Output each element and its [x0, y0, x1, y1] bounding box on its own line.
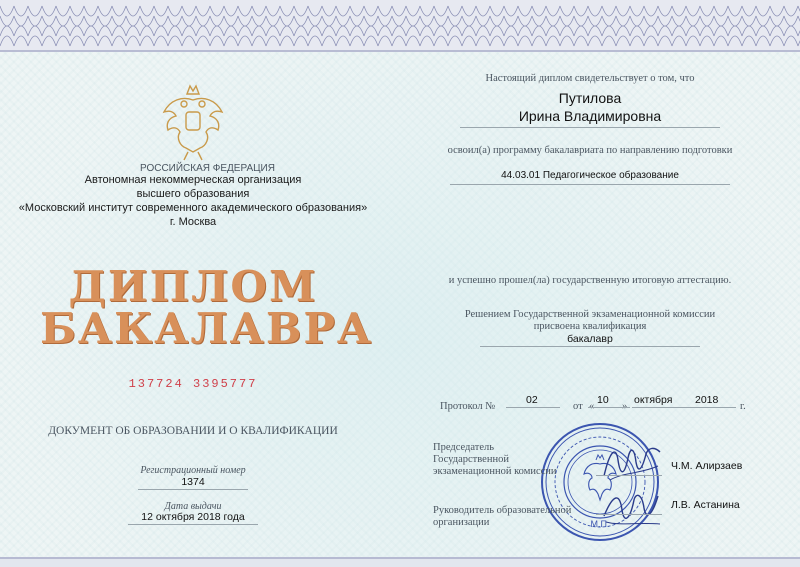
guilloche-border-bottom [0, 557, 800, 567]
coat-of-arms-emblem [160, 82, 226, 162]
program-code-name: 44.03.01 Педагогическое образование [501, 170, 679, 181]
chair-name: Ч.М. Алирзаев [671, 460, 743, 472]
stamp-mp-label: М.П. [590, 519, 610, 529]
org-city: г. Москва [169, 216, 217, 228]
diploma-title-word: ДИПЛОМ [68, 262, 318, 311]
head-title-1: Руководитель образовательной [433, 505, 572, 516]
org-line-2: высшего образования [136, 188, 250, 200]
registration-number-label: Регистрационный номер [140, 465, 246, 476]
protocol-number: 02 [526, 394, 538, 406]
month-year-line [632, 407, 736, 408]
name-line [460, 127, 720, 128]
protocol-day: 10 [597, 394, 609, 406]
qualification-value: бакалавр [567, 333, 613, 345]
program-line [450, 184, 730, 185]
protocol-number-line [506, 407, 560, 408]
head-signature [600, 486, 664, 530]
chair-title-2: Государственной [433, 454, 509, 465]
protocol-label: Протокол № [440, 401, 496, 412]
head-name: Л.В. Астанина [671, 499, 740, 511]
passed-attestation-text: и успешно прошел(ла) государственную итоговую аттестацию. [448, 275, 732, 286]
head-title-2: организации [433, 517, 490, 528]
chair-title-1: Председатель [433, 442, 495, 453]
protocol-from: от [573, 401, 583, 412]
head-signature-line [596, 514, 662, 515]
org-line-1: Автономная некоммерческая организация [84, 174, 302, 186]
mastered-program-text: освоил(а) программу бакалавриата по направлению подготовки [447, 145, 733, 156]
graduate-surname: Путилова [558, 90, 622, 106]
decision-text-2: присвоена квалификация [533, 321, 647, 332]
certifies-text: Настоящий диплом свидетельствует о том, что [485, 73, 695, 84]
registration-number-line [138, 489, 248, 490]
chair-signature [600, 440, 664, 486]
year-suffix: г. [740, 401, 746, 412]
issue-date-line [128, 524, 258, 525]
protocol-month: октября [634, 394, 673, 406]
decision-text-1: Решением Государственной экзаменационной комиссии [464, 309, 716, 320]
protocol-year: 2018 [695, 394, 719, 406]
chair-signature-line [596, 475, 662, 476]
issue-date-label: Дата выдачи [164, 501, 222, 512]
diploma-serial-number: 137724 3395777 [128, 377, 258, 391]
day-line [588, 407, 630, 408]
qualification-line [480, 346, 700, 347]
diploma-title-degree: БАКАЛАВРА [40, 304, 374, 353]
guilloche-border-top [0, 0, 800, 52]
issue-date-value: 12 октября 2018 года [141, 511, 245, 523]
registration-number-value: 1374 [181, 476, 205, 488]
org-line-3: «Московский институт современного академического образования» [18, 202, 368, 214]
document-type: ДОКУМЕНТ ОБ ОБРАЗОВАНИИ И О КВАЛИФИКАЦИИ [48, 425, 338, 437]
graduate-name: Ирина Владимировна [518, 108, 662, 124]
chair-title-3: экзаменационной комиссии [433, 466, 557, 477]
country-label: РОССИЙСКАЯ ФЕДЕРАЦИЯ [140, 163, 275, 174]
